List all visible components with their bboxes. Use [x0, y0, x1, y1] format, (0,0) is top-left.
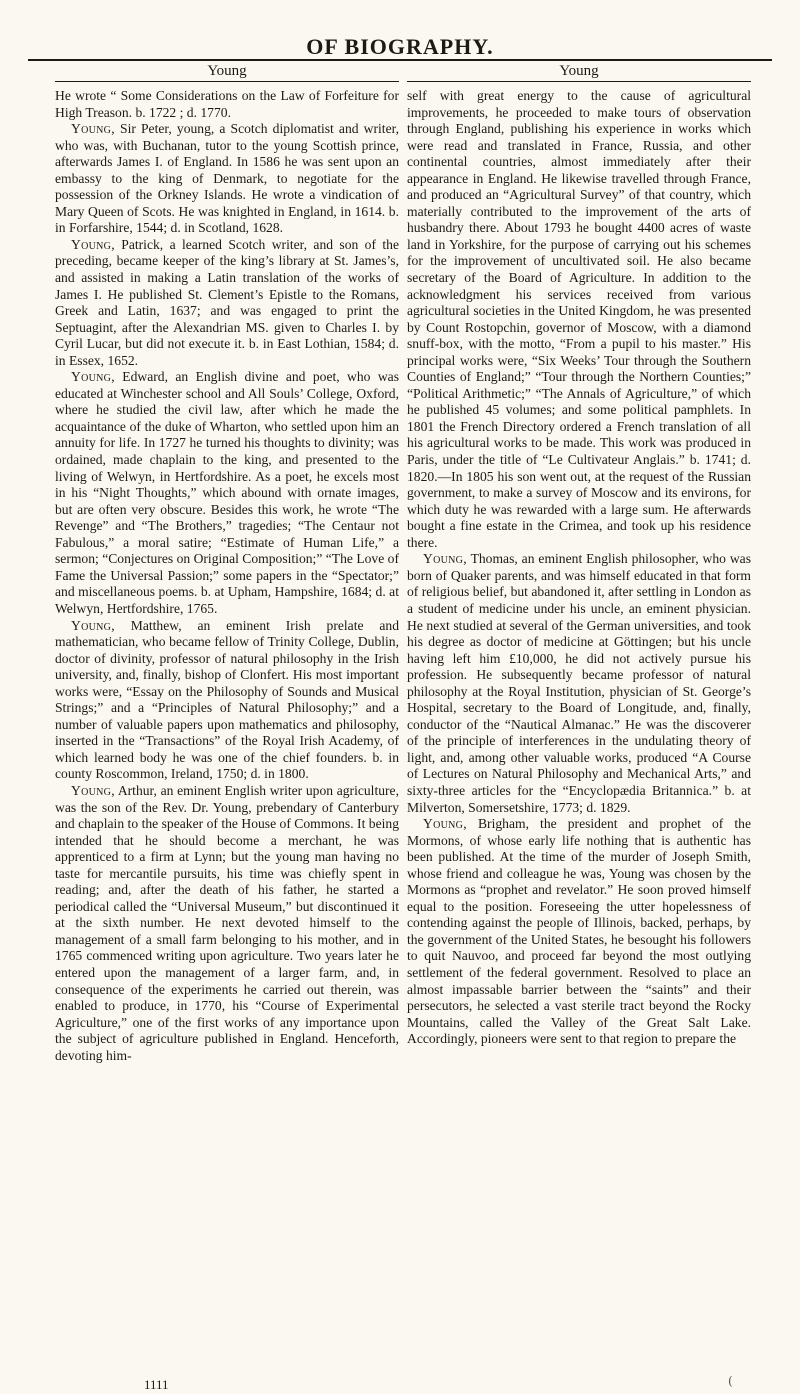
right-running-head: Young	[407, 62, 751, 82]
entry-name: Young,	[71, 617, 115, 633]
entry-young-brigham	[407, 816, 751, 1048]
entry-young-arthur-cont	[407, 88, 751, 551]
entry-name: Young,	[423, 816, 467, 832]
entry-young-treason-tail	[55, 88, 399, 121]
entry-text: Thomas, an eminent English philosopher, who was born of Quaker parents, and was himself educated in that form of religious belief, but abandoned it, after settling in London as a student of medicine under his uncle, an eminent physician. He next studied at several of the German universities, and took his degree as doctor of medicine at Göttingen; but his uncle having left him £10,000, he did not actively pursue his profession. He subsequently became professor of natural philosophy at the Royal Institution, physician of St. George’s Hospital, secretary to the Board of Longitude, and, finally, conductor of the “Nautical Almanac.” He was the discoverer of the principle of interferences in the undulating theory of light, and, among other valuable works, produced “A Course of Lectures on Natural Philosophy and Mechanical Arts,” and sixty-three articles for the “Encyclopædia Britannica.” b. at Milverton, Somersetshire, 1773; d. 1829.	[407, 551, 751, 815]
entry-text: He wrote “ Some Considerations on the Law of Forfeiture for High Treason. b. 1722 ; d. 1770.	[55, 88, 399, 120]
entry-young-edward	[55, 369, 399, 617]
entry-young-patrick	[55, 237, 399, 369]
entry-young-matthew	[55, 618, 399, 783]
entry-text: Arthur, an eminent English writer upon agriculture, was the son of the Rev. Dr. Young, prebendary of Canterbury and chaplain to the speaker of the House of Commons. It being intended that he should become a merchant, he was apprenticed to a firm at Lynn; but the young man having no taste for mercantile pursuits, his time was chiefly spent in reading; and, after the death of his father, he started a periodical called the “Universal Museum,” but discontinued it at the sixth number. He next devoted himself to the management of a small farm belonging to his mother, and in 1765 commenced writing upon agriculture. Two years later he entered upon the management of a larger farm, and, in consequence of the experiments he carried out therein, was enabled to produce, in 1770, his “Course of Experimental Agriculture,” one of the first works of any importance upon the subject of agriculture published in England. Henceforth, devoting him-	[55, 782, 399, 1063]
entry-text: self with great energy to the cause of agricultural improvements, he proceeded to make tours of observation through England, publishing his experience in works which were read and translated in France, Russia, and other continental countries, almost immediately after their appearance in England. He likewise travelled through France, and produced an “Agricultural Survey” of that country, which materially contributed to the improvement of the arts of husbandry there. About 1793 he bought 4400 acres of waste land in Yorkshire, for the purpose of carrying out his schemes for the improvement of uncultivated soil. He also became secretary of the Board of Agriculture. In addition to the acknowledgment his services received from various agricultural societies in the United Kingdom, he was presented by Count Rostopchin, governor of Moscow, with a diamond snuff-box, with the motto, “From a pupil to his master.” His principal works were, “Six Weeks’ Tour through the Southern Counties of England;” “Tour through the Northern Counties;” “Political Arithmetic;” “The Annals of Agriculture,” of which he published 45 volumes; and some political pamphlets. In 1801 the French Directory ordered a French translation of all his agricultural works to be made. This work was produced in Paris, under the title of “Le Cultivateur Anglais.” b. 1741; d. 1820.—In 1805 his son went out, at the request of the Russian government, to make a survey of Moscow and its environs, for which duty he was rewarded with a large sum. He afterwards bought a fine estate in the Crimea, and took up his residence there.	[407, 88, 751, 550]
right-column	[407, 62, 751, 1048]
entry-name: Young,	[71, 782, 115, 798]
left-running-head: Young	[55, 62, 399, 82]
page-title: OF BIOGRAPHY.	[306, 34, 494, 59]
entry-young-thomas	[407, 551, 751, 816]
entry-name: Young,	[71, 236, 115, 252]
corner-mark: (	[728, 1374, 733, 1388]
entry-text: Patrick, a learned Scotch writer, and son of the preceding, became keeper of the king’s library at St. James’s, and assisted in making a Latin translation of the works of James I. He published St. Clement’s Epistle to the Romans, Greek and Latin, 1637; and was engaged to print the Septuagint, after the Alexandrian MS. given to Charles I. by Cyril Lucar, but did not execute it. b. in East Lothian, 1584; d. in Essex, 1652.	[55, 236, 399, 368]
entry-text: Brigham, the president and prophet of the Mormons, of whose early life nothing that is authentic has been published. At the time of the murder of Joseph Smith, whose friend and colleague he was, Young was chosen by the Mormons as “prophet and revelator.” He soon proved himself equal to the position. Foreseeing the utter hopelessness of contending against the people of Illinois, backed, perhaps, by the government of the United States, he besought his followers to quit Nauvoo, and proceed far beyond the most outlying settlement of the federal government. Resolved to place an almost impassable barrier between the “saints” and their persecutors, he selected a vast sterile tract beyond the Rocky Mountains, called the Valley of the Great Salt Lake. Accordingly, pioneers were sent to that region to prepare the	[407, 816, 751, 1047]
entry-text: Edward, an English divine and poet, who was educated at Winchester school and All Souls’ College, Oxford, where he studied the civil law, after which he made the acquaintance of the duke of Wharton, who settled upon him an annuity for life. In 1727 he turned his thoughts to divinity; was ordained, made chaplain to the king, and presented to the living of Welwyn, in Hertfordshire. As a poet, he excels most in his “Night Thoughts,” which abound with ornate images, but are often very obscure. Besides this work, he wrote “The Revenge” and “The Brothers,” tragedies; “The Centaur not Fabulous,” a moral satire; “Estimate of Human Life,” a sermon; “Conjectures on Original Composition;” “The Love of Fame the Universal Passion;” some papers in the “Spectator;” and miscellaneous poems. b. at Upham, Hampshire, 1684; d. at Welwyn, Hertfordshire, 1765.	[55, 369, 399, 616]
entry-young-arthur	[55, 783, 399, 1064]
entry-text: Matthew, an eminent Irish prelate and mathematician, who became fellow of Trinity College, Dublin, doctor of divinity, professor of natural philosophy in the Irish university, and, finally, bishop of Clonfert. His most important works were, “Essay on the Philosophy of Sounds and Musical Strings;” and a “Principles of Natural Philosophy;” and a number of valuable papers upon mathematics and philosophy, inserted in the “Transactions” of the Royal Irish Academy, of which learned body he was one of the chief founders. b. in county Roscommon, Ireland, 1750; d. in 1800.	[55, 617, 399, 782]
entry-name: Young,	[71, 369, 115, 385]
header-rule	[28, 59, 772, 61]
page-signature: 1111	[144, 1377, 169, 1392]
entry-name: Young,	[71, 121, 115, 137]
entry-young-peter	[55, 121, 399, 237]
entry-text: Sir Peter, young, a Scotch diplomatist and writer, who was, with Buchanan, tutor to the young Scottish prince, afterwards James I. of England. In 1586 he was sent upon an embassy to the king of Denmark, to negotiate for the possession of the Orkney Islands. He wrote a vindication of Mary Queen of Scots. He was knighted in England, in 1614. b. in Forfarshire, 1544; d. in Scotland, 1628.	[55, 121, 399, 236]
entry-name: Young,	[423, 551, 467, 567]
left-column	[55, 62, 399, 1064]
